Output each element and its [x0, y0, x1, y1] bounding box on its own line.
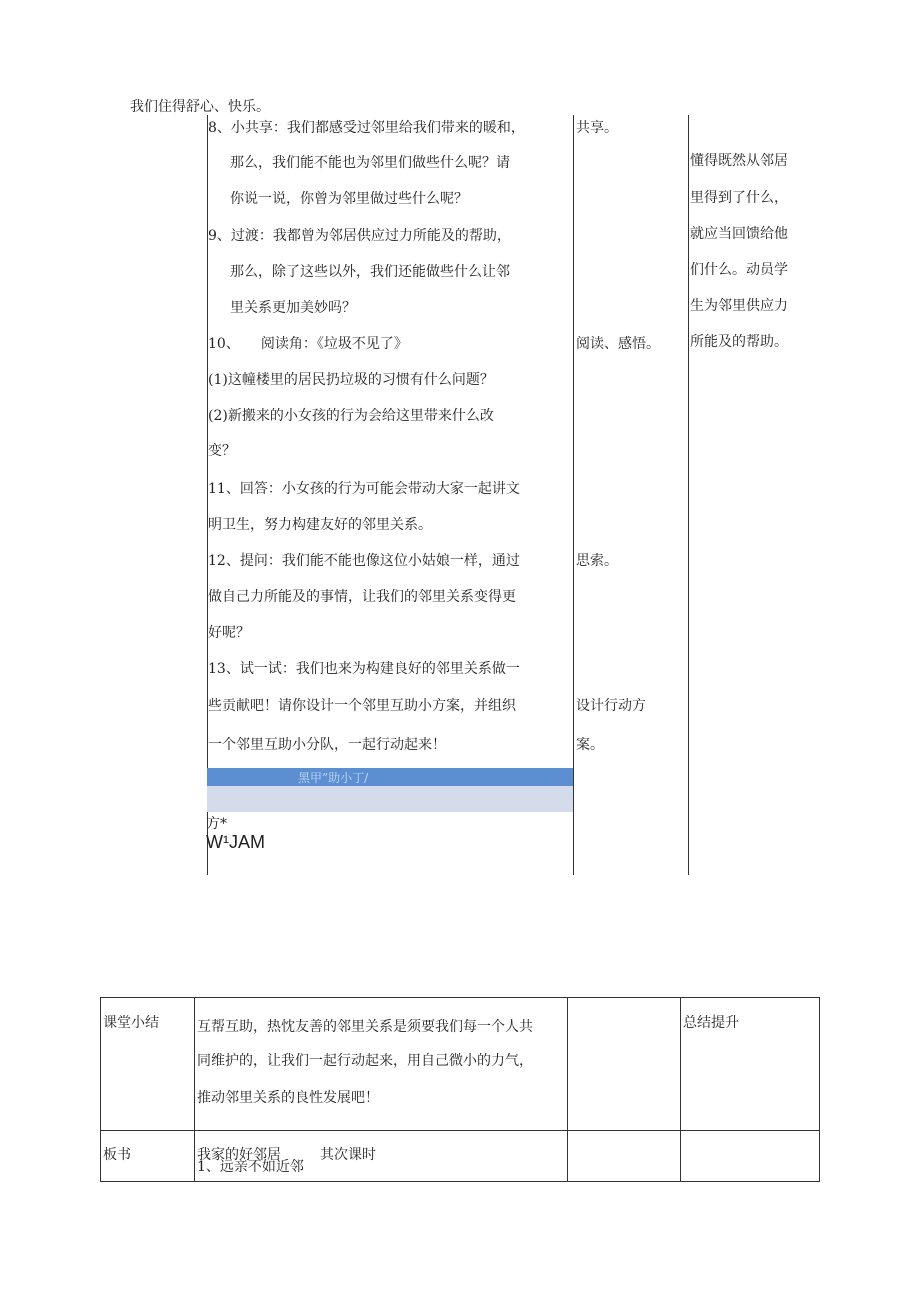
board-item: 1、远亲不如近邻 [197, 1159, 304, 1175]
procedure-line: 一个邻里互助小分队，一起行动起来！ [208, 737, 446, 753]
procedure-line: 里关系更加美妙吗？ [230, 300, 356, 316]
design-intent-line: 们什么。动员学 [690, 262, 788, 278]
summary-table-col [819, 997, 820, 1182]
procedure-line: 好呢？ [208, 625, 250, 641]
board-lesson: 其次课时 [320, 1147, 376, 1163]
design-intent-line: 所能及的帮助。 [690, 334, 788, 350]
design-intent-line: 里得到了什么， [690, 190, 788, 206]
garbled-text: W¹JAM [206, 832, 265, 852]
procedure-line: 做自己力所能及的事情，让我们的邻里关系变得更 [208, 589, 516, 605]
board-label: 板书 [103, 1147, 131, 1163]
summary-text: 推动邻里关系的良性发展吧！ [197, 1090, 379, 1106]
band-text: 黑甲”助小丁/ [298, 771, 369, 785]
summary-text: 同维护的，让我们一起行动起来，用自己微小的力气， [197, 1053, 533, 1069]
summary-table-col [567, 997, 568, 1182]
procedure-line: 8、小共享：我们都感受过邻里给我们带来的暖和， [208, 120, 525, 136]
summary-table-col [100, 997, 101, 1182]
student-activity: 阅读、感悟。 [576, 336, 660, 352]
design-intent-line: 懂得既然从邻居 [690, 153, 788, 169]
procedure-line: 9、过渡：我都曾为邻居供应过力所能及的帮助， [208, 228, 511, 244]
table-border-mid [573, 115, 574, 875]
summary-table-col [680, 997, 681, 1182]
student-activity: 思索。 [576, 553, 618, 569]
design-intent-line: 就应当回馈给他 [690, 226, 788, 242]
garbled-text: 方* [206, 816, 227, 832]
summary-table-bottom [100, 1181, 820, 1182]
procedure-line: (2)新搬来的小女孩的行为会给这里带来什么改 [208, 408, 494, 424]
procedure-line: (1)这幢楼里的居民扔垃圾的习惯有什么问题？ [208, 372, 494, 388]
image-band-grey [207, 786, 573, 812]
procedure-line: 13、试一试：我们也来为构建良好的邻里关系做一 [208, 661, 520, 677]
intro-text: 我们住得舒心、快乐。 [130, 99, 270, 115]
procedure-line: 你说一说，你曾为邻里做过些什么呢？ [230, 191, 468, 207]
student-activity: 案。 [576, 737, 604, 753]
procedure-line: 12、提问：我们能不能也像这位小姑娘一样，通过 [208, 553, 520, 569]
table-border-right [688, 115, 689, 875]
board-title: 我家的好邻居 [197, 1147, 281, 1163]
design-intent-line: 生为邻里供应力 [690, 298, 788, 314]
summary-label: 课堂小结 [103, 1015, 159, 1031]
student-activity: 共享。 [576, 120, 618, 136]
procedure-line: 些贡献吧！请你设计一个邻里互助小方案，并组织 [208, 698, 516, 714]
procedure-line: 11、回答：小女孩的行为可能会带动大家一起讲文 [208, 481, 520, 497]
student-activity: 设计行动方 [576, 698, 646, 714]
image-band-blue [207, 768, 573, 786]
procedure-line: 变？ [208, 443, 236, 459]
summary-table-divider [100, 1130, 820, 1131]
summary-text: 互帮互助，热忱友善的邻里关系是须要我们每一个人共 [197, 1019, 533, 1035]
procedure-line: 明卫生，努力构建友好的邻里关系。 [208, 517, 432, 533]
summary-table-col [194, 997, 195, 1182]
procedure-line: 10、 阅读角：《垃圾不见了》 [208, 336, 408, 352]
procedure-line: 那么，除了这些以外，我们还能做些什么让邻 [230, 264, 510, 280]
procedure-line: 那么，我们能不能也为邻里们做些什么呢？请 [230, 155, 510, 171]
summary-table-top [100, 997, 820, 998]
summary-intent: 总结提升 [683, 1015, 739, 1031]
